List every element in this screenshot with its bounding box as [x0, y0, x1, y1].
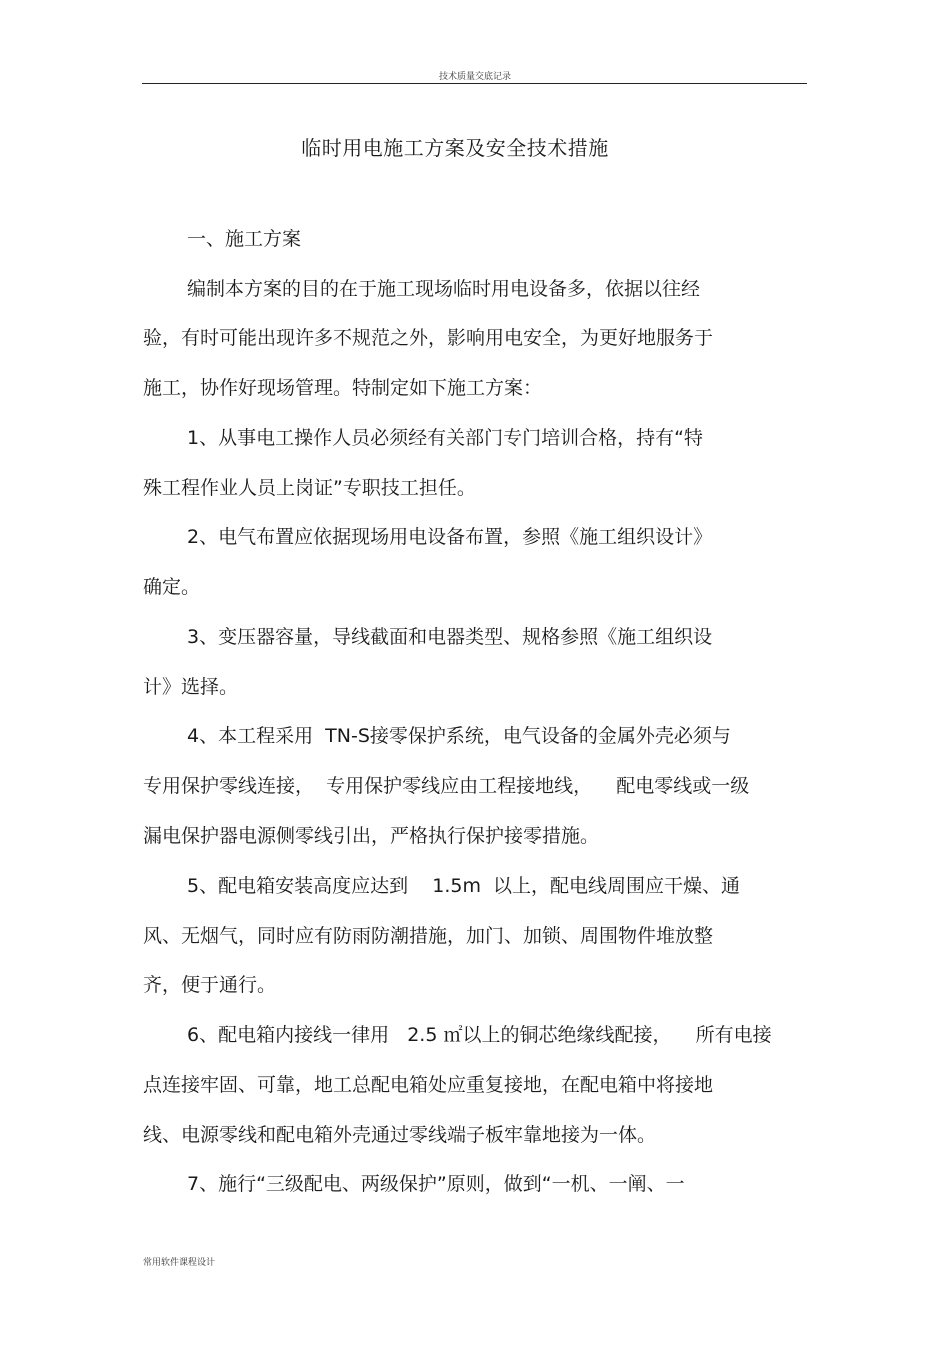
section-heading: 一、施工方案	[187, 228, 302, 250]
paragraph-line: 6、配电箱内接线一律用 2.5 ㎡以上的铜芯绝缘线配接， 所有电接	[187, 1024, 772, 1046]
header-rule	[142, 83, 807, 84]
paragraph-line: 线、电源零线和配电箱外壳通过零线端子板牢靠地接为一体。	[143, 1124, 657, 1146]
paragraph-line: 殊工程作业人员上岗证”专职技工担任。	[143, 477, 476, 499]
page-footer: 常用软件课程设计	[143, 1258, 216, 1268]
paragraph-line: 风、无烟气，同时应有防雨防潮措施，加门、加锁、周围物件堆放整	[143, 925, 714, 947]
paragraph-line: 7、施行“三级配电、两级保护”原则，做到“一机、一阐、一	[187, 1173, 685, 1195]
paragraph-line: 1、从事电工操作人员必须经有关部门专门培训合格，持有“特	[187, 427, 703, 449]
paragraph-line: 4、本工程采用 TN-S接零保护系统，电气设备的金属外壳必须与	[187, 725, 731, 747]
paragraph-line: 点连接牢固、可靠，地工总配电箱处应重复接地，在配电箱中将接地	[143, 1074, 714, 1096]
paragraph-line: 确定。	[143, 576, 201, 598]
page-header: 技术质量交底记录	[438, 72, 511, 82]
paragraph-line: 验，有时可能出现许多不规范之外，影响用电安全，为更好地服务于	[143, 327, 714, 349]
paragraph-line: 漏电保护器电源侧零线引出，严格执行保护接零措施。	[143, 825, 600, 847]
paragraph-line: 计》选择。	[143, 676, 239, 698]
paragraph-line: 齐，便于通行。	[143, 974, 277, 996]
paragraph-line: 编制本方案的目的在于施工现场临时用电设备多，依据以往经	[187, 278, 701, 300]
paragraph-line: 3、变压器容量，导线截面和电器类型、规格参照《施工组织设	[187, 626, 713, 648]
paragraph-line: 专用保护零线连接， 专用保护零线应由工程接地线， 配电零线或一级	[143, 775, 750, 797]
document-title: 临时用电施工方案及安全技术措施	[301, 136, 609, 160]
paragraph-line: 2、电气布置应依据现场用电设备布置，参照《施工组织设计》	[187, 526, 713, 548]
paragraph-line: 施工，协作好现场管理。特制定如下施工方案：	[143, 377, 543, 399]
paragraph-line: 5、配电箱安装高度应达到 1.5m 以上，配电线周围应干燥、通	[187, 875, 741, 897]
